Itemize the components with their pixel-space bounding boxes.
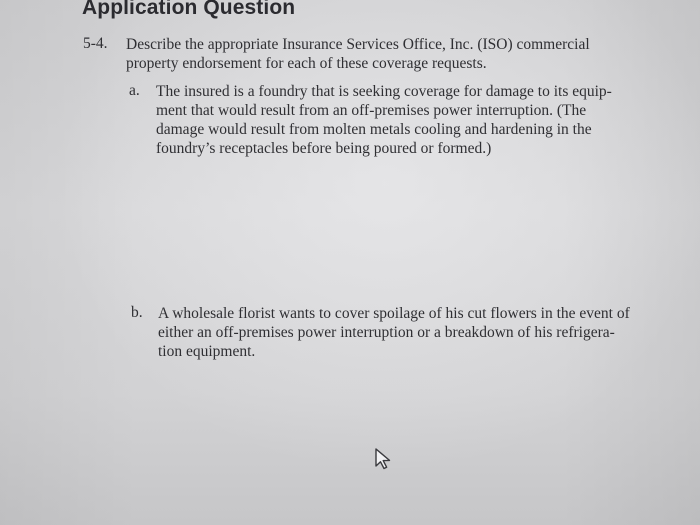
part-a-line: ment that would result from an off-premises power interruption. (The [156, 102, 587, 119]
part-a-line: damage would result from molten metals cooling and hardening in the [156, 121, 592, 138]
part-a-line: foundry’s receptacles before being poured or formed.) [156, 140, 492, 157]
page-title: Application Question [82, 0, 296, 19]
question-text [126, 35, 626, 73]
part-b-line: tion equipment. [158, 343, 256, 360]
part-b-line: either an off-premises power interruption or a breakdown of his refrigera- [158, 324, 615, 341]
mouse-pointer-icon [373, 447, 395, 471]
part-a-line: The insured is a foundry that is seeking coverage for damage to its equip- [156, 83, 612, 100]
part-b-label: b. [131, 304, 143, 321]
question-number: 5-4. [83, 35, 108, 52]
question-text-line: property endorsement for each of these coverage requests. [126, 55, 487, 72]
part-a-text [156, 82, 612, 158]
part-b-line: A wholesale florist wants to cover spoilage of his cut flowers in the event of [158, 305, 630, 322]
question-text-line: Describe the appropriate Insurance Services Office, Inc. (ISO) commercial [126, 36, 590, 53]
part-b-text [158, 304, 630, 361]
part-a-label: a. [129, 82, 140, 99]
